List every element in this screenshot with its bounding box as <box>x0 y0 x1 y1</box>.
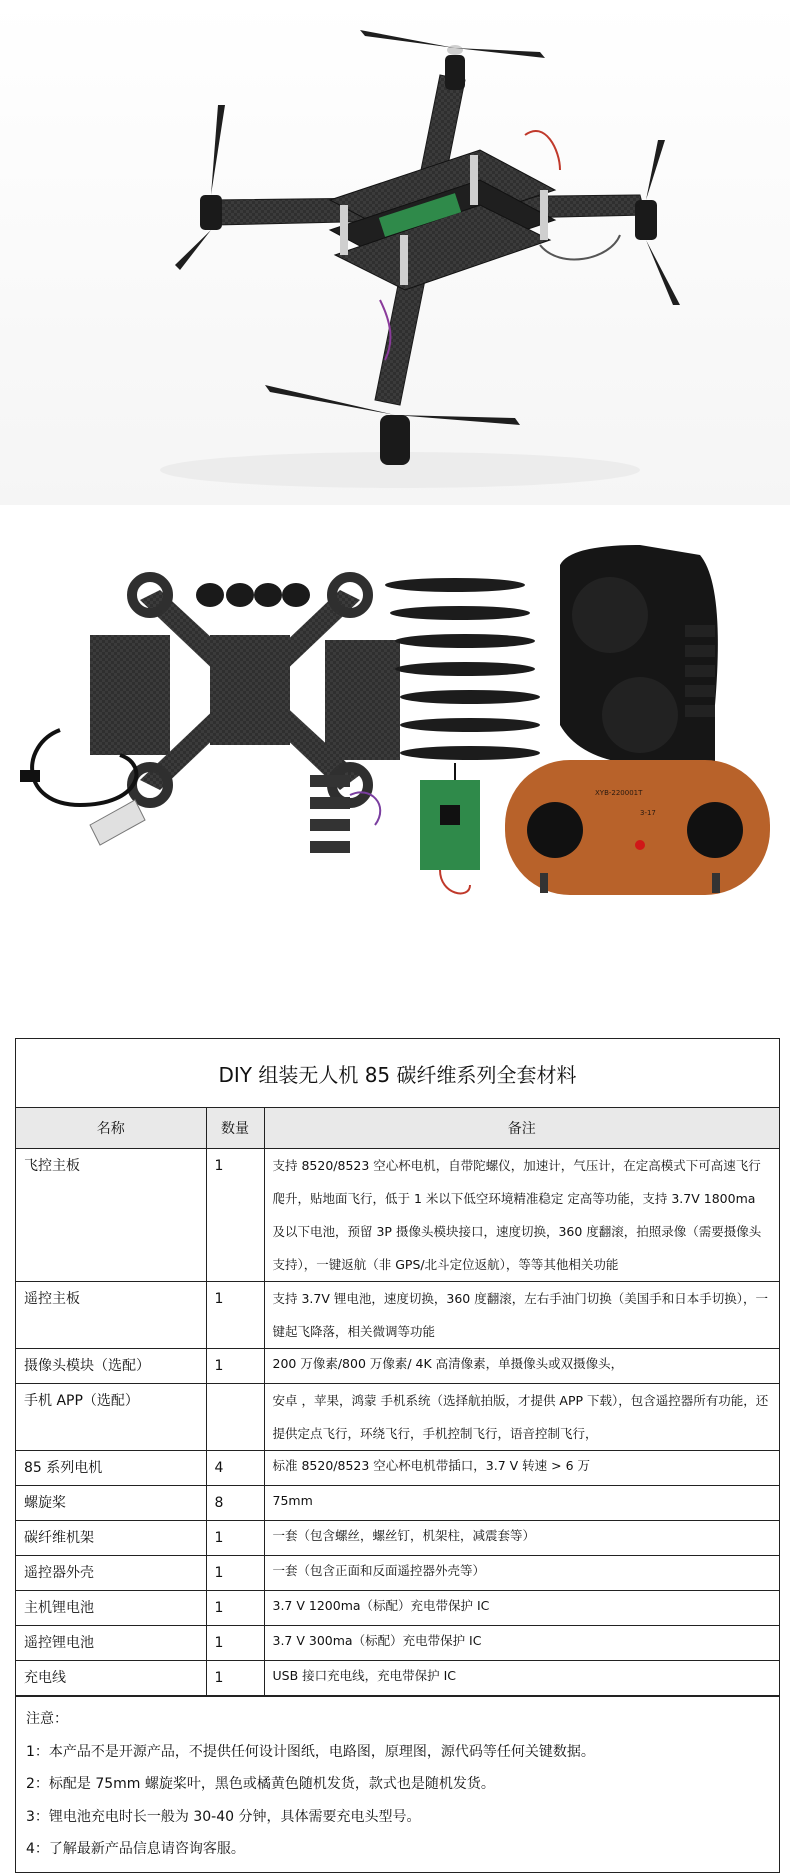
note-item: 3：锂电池充电时长一般为 30-40 分钟，具体需要充电头型号。 <box>26 1808 421 1825</box>
header-note: 备注 <box>264 1108 779 1149</box>
row-qty: 1 <box>206 1556 264 1591</box>
table-row <box>16 1556 779 1591</box>
row-note: 3.7 V 1200ma（标配）充电带保护 IC <box>264 1591 779 1626</box>
side-plate-left <box>90 635 170 755</box>
row-name: 主机锂电池 <box>16 1591 206 1626</box>
row-name: 充电线 <box>16 1661 206 1696</box>
spec-table <box>16 1108 779 1696</box>
drone-frame <box>210 75 645 405</box>
note-item: 1：本产品不是开源产品，不提供任何设计图纸，电路图，原理图，源代码等任何关键数据。 <box>26 1743 595 1760</box>
table-row <box>16 1661 779 1696</box>
row-name: 遥控主板 <box>16 1282 206 1349</box>
header-name: 名称 <box>16 1108 206 1149</box>
row-qty: 4 <box>206 1451 264 1486</box>
row-note: 3.7 V 300ma（标配）充电带保护 IC <box>264 1626 779 1661</box>
table-header-row <box>16 1108 779 1149</box>
row-qty: 1 <box>206 1282 264 1349</box>
row-note: 75mm <box>264 1486 779 1521</box>
table-row <box>16 1521 779 1556</box>
note-item: 4：了解最新产品信息请咨询客服。 <box>26 1841 245 1857</box>
remote-pcb <box>505 760 770 895</box>
remote-pcb-label-2: 3-17 <box>640 809 656 817</box>
motor-front <box>360 30 545 90</box>
row-note: 一套（包含正面和反面遥控器外壳等） <box>264 1556 779 1591</box>
row-qty: 1 <box>206 1591 264 1626</box>
row-name: 遥控锂电池 <box>16 1626 206 1661</box>
table-row <box>16 1486 779 1521</box>
note-item: 2：标配是 75mm 螺旋桨叶，黑色或橘黄色随机发货，款式也是随机发货。 <box>26 1776 495 1792</box>
table-row <box>16 1282 779 1349</box>
table-row <box>16 1451 779 1486</box>
row-note: 安卓 ，苹果，鸿蒙 手机系统（选择航拍版，才提供 APP 下载），包含遥控器所有功能，还提供定点飞行，环绕飞行，手机控制飞行，语音控制飞行， <box>264 1384 779 1451</box>
remote-pcb-label: XYB-220001T <box>595 789 643 797</box>
side-plate-right <box>325 640 400 760</box>
motor-right <box>635 140 680 305</box>
row-qty: 1 <box>206 1521 264 1556</box>
row-name: 飞控主板 <box>16 1149 206 1282</box>
flight-controller-board <box>420 763 480 893</box>
row-name: 遥控器外壳 <box>16 1556 206 1591</box>
row-qty: 1 <box>206 1661 264 1696</box>
row-qty: 1 <box>206 1149 264 1282</box>
row-note: USB 接口充电线，充电带保护 IC <box>264 1661 779 1696</box>
row-qty: 8 <box>206 1486 264 1521</box>
header-qty: 数量 <box>206 1108 264 1149</box>
row-note: 支持 3.7V 锂电池，速度切换，360 度翻滚，左右手油门切换（美国手和日本手切换），一键起飞降落，相关微调等功能 <box>264 1282 779 1349</box>
row-name: 碳纤维机架 <box>16 1521 206 1556</box>
table-row <box>16 1591 779 1626</box>
row-note: 标准 8520/8523 空心杯电机带插口，3.7 V 转速 > 6 万 <box>264 1451 779 1486</box>
row-name: 手机 APP（选配） <box>16 1384 206 1451</box>
table-row <box>16 1149 779 1282</box>
kit-parts-photo <box>0 505 790 1010</box>
row-note: 一套（包含螺丝，螺丝钉，机架柱，减震套等） <box>264 1521 779 1556</box>
row-qty <box>206 1384 264 1451</box>
row-qty: 1 <box>206 1349 264 1384</box>
table-row <box>16 1349 779 1384</box>
notes-section <box>16 1696 779 1872</box>
assembled-drone-photo <box>0 0 790 505</box>
spec-table-title: DIY 组装无人机 85 碳纤维系列全套材料 <box>16 1039 779 1108</box>
row-name: 摄像头模块（选配） <box>16 1349 206 1384</box>
row-name: 螺旋桨 <box>16 1486 206 1521</box>
notes-heading: 注意： <box>26 1711 68 1727</box>
row-qty: 1 <box>206 1626 264 1661</box>
propellers <box>385 578 540 760</box>
table-row <box>16 1626 779 1661</box>
row-name: 85 系列电机 <box>16 1451 206 1486</box>
row-note: 200 万像素/800 万像素/ 4K 高清像素，单摄像头或双摄像头， <box>264 1349 779 1384</box>
spec-table-container <box>15 1038 780 1873</box>
rubber-dampers <box>196 583 310 607</box>
table-row <box>16 1384 779 1451</box>
row-note: 支持 8520/8523 空心杯电机，自带陀螺仪，加速计，气压计，在定高模式下可高速飞行爬升，贴地面飞行，低于 1 米以下低空环境精准稳定 定高等功能，支持 3.7V 1800ma 及以下电池，预留 3P 摄像头模块接口，速度切换，360 度翻滚，拍照录像（需要摄像头支持），一键返航（非 GPS/北斗定位返航），等等其他相关功能 <box>264 1149 779 1282</box>
motor-left <box>175 105 225 270</box>
